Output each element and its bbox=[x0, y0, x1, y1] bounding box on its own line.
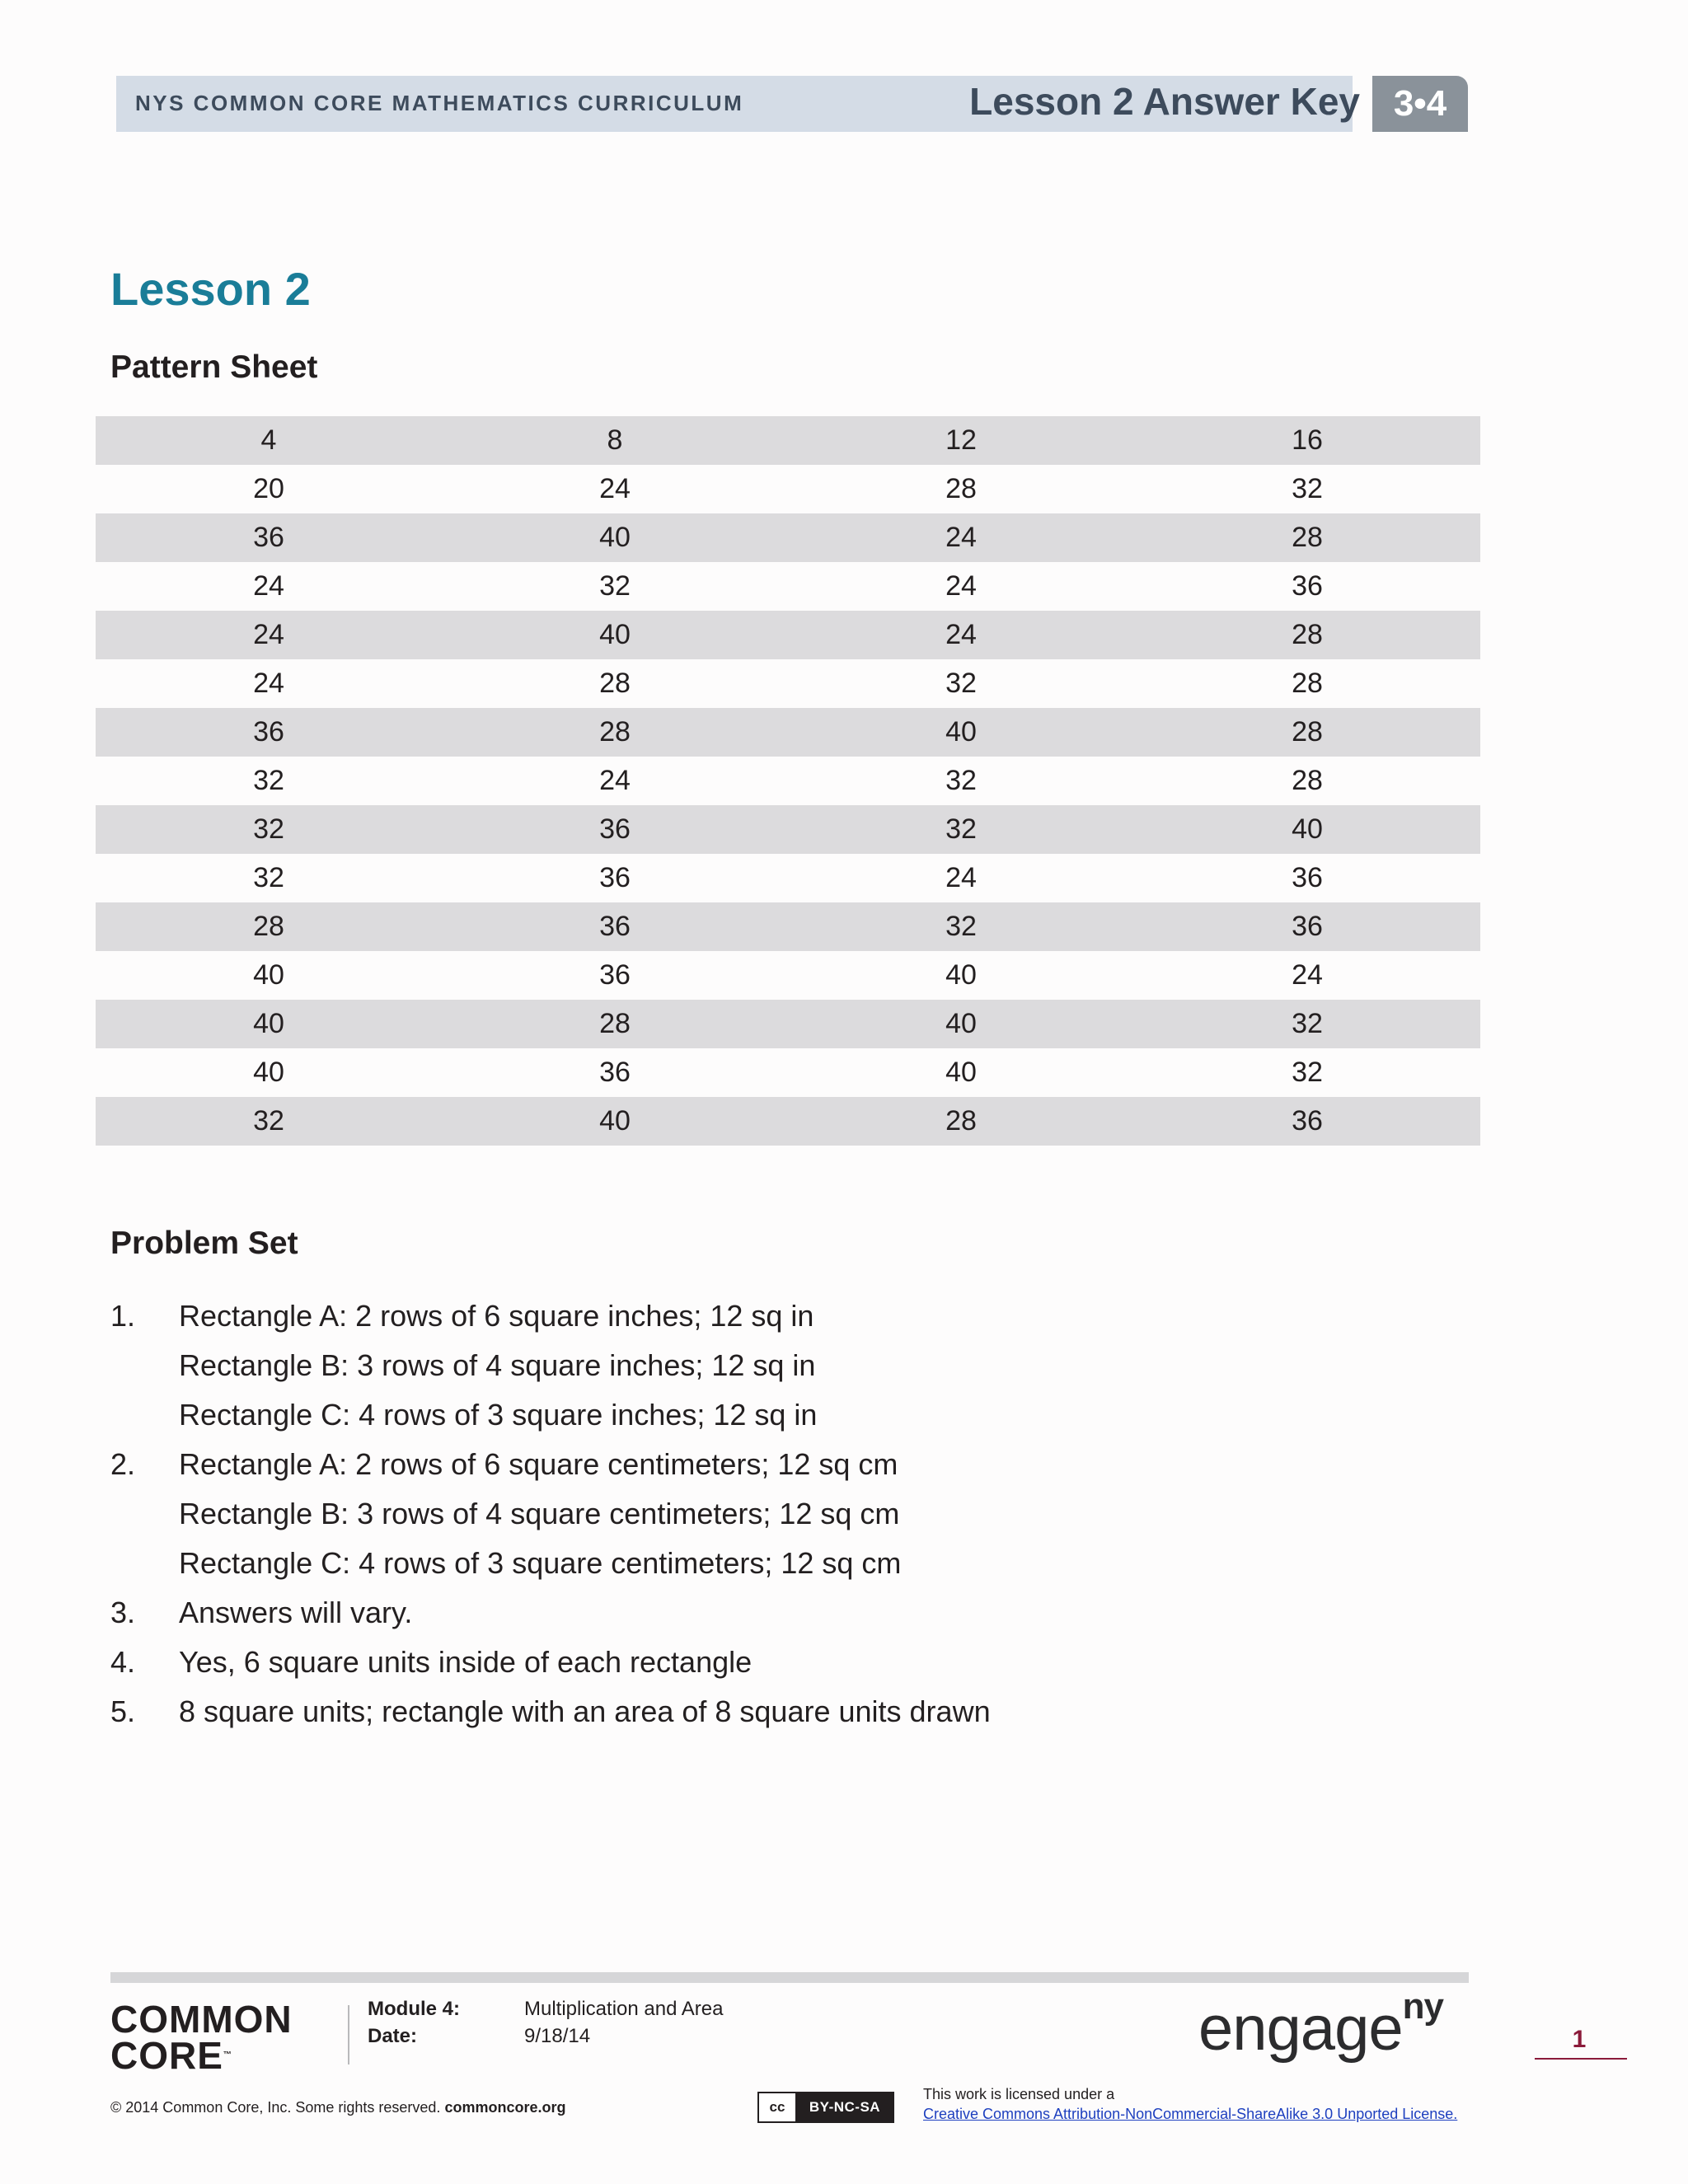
table-cell: 20 bbox=[253, 473, 284, 504]
list-item bbox=[110, 1440, 1429, 1489]
lesson-title: Lesson 2 bbox=[110, 263, 311, 315]
engage-ny-superscript: ny bbox=[1402, 1986, 1443, 2027]
problem-answer: Yes, 6 square units inside of each rectangle bbox=[179, 1645, 753, 1679]
table-cell: 28 bbox=[1292, 619, 1323, 650]
table-cell: 28 bbox=[1292, 765, 1323, 796]
table-cell: 32 bbox=[945, 668, 977, 699]
table-cell: 12 bbox=[945, 424, 977, 456]
table-cell: 32 bbox=[1292, 1008, 1323, 1039]
table-row bbox=[96, 708, 1480, 757]
table-row bbox=[96, 1097, 1480, 1146]
table-cell: 36 bbox=[599, 1057, 631, 1088]
table-cell: 8 bbox=[607, 424, 623, 456]
cc-icon: cc bbox=[759, 2093, 797, 2121]
table-cell: 36 bbox=[599, 959, 631, 991]
table-cell: 16 bbox=[1292, 424, 1323, 456]
table-cell: 28 bbox=[1292, 522, 1323, 553]
problem-answer: Rectangle A: 2 rows of 6 square inches; 12 sq in bbox=[179, 1299, 814, 1333]
table-cell: 4 bbox=[260, 424, 277, 456]
table-cell: 36 bbox=[1292, 570, 1323, 602]
table-cell: 32 bbox=[599, 570, 631, 602]
table-cell: 24 bbox=[1292, 959, 1323, 991]
cc-license-code: BY-NC-SA bbox=[797, 2093, 893, 2121]
table-cell: 40 bbox=[945, 959, 977, 991]
table-cell: 32 bbox=[1292, 473, 1323, 504]
curriculum-title: NYS COMMON CORE MATHEMATICS CURRICULUM bbox=[135, 91, 744, 115]
table-cell: 40 bbox=[945, 1057, 977, 1088]
list-item bbox=[110, 1588, 1429, 1638]
license-intro: This work is licensed under a bbox=[923, 2086, 1115, 2102]
copyright-site: commoncore.org bbox=[444, 2099, 566, 2116]
module-value: Multiplication and Area bbox=[524, 1998, 724, 2020]
grade-module-badge: 3•4 bbox=[1372, 76, 1468, 132]
table-row bbox=[96, 416, 1480, 465]
table-cell: 32 bbox=[253, 1105, 284, 1137]
table-row bbox=[96, 562, 1480, 611]
table-cell: 36 bbox=[1292, 1105, 1323, 1137]
table-row bbox=[96, 805, 1480, 854]
license-link[interactable]: Creative Commons Attribution-NonCommercial-ShareAlike 3.0 Unported License. bbox=[923, 2106, 1458, 2122]
problem-number: 3. bbox=[110, 1596, 136, 1629]
list-item bbox=[110, 1291, 1429, 1341]
table-cell: 40 bbox=[253, 1008, 284, 1039]
table-row bbox=[96, 951, 1480, 1000]
table-cell: 40 bbox=[599, 619, 631, 650]
table-row bbox=[96, 1000, 1480, 1048]
table-cell: 40 bbox=[945, 716, 977, 748]
common-core-logo bbox=[110, 1998, 293, 2077]
table-cell: 40 bbox=[253, 959, 284, 991]
copyright-notice bbox=[110, 2099, 565, 2116]
creative-commons-badge bbox=[757, 2092, 894, 2123]
table-cell: 32 bbox=[1292, 1057, 1323, 1088]
page-number: 1 bbox=[1572, 2026, 1587, 2053]
pattern-sheet-title: Pattern Sheet bbox=[110, 349, 318, 385]
table-cell: 36 bbox=[599, 911, 631, 942]
table-cell: 36 bbox=[599, 813, 631, 845]
table-cell: 28 bbox=[599, 1008, 631, 1039]
table-row bbox=[96, 854, 1480, 902]
table-cell: 24 bbox=[253, 570, 284, 602]
table-row bbox=[96, 611, 1480, 659]
table-cell: 28 bbox=[945, 473, 977, 504]
table-cell: 32 bbox=[945, 765, 977, 796]
table-cell: 24 bbox=[253, 668, 284, 699]
table-cell: 36 bbox=[253, 522, 284, 553]
page-number-rule bbox=[1535, 2058, 1627, 2060]
problem-set-list bbox=[110, 1291, 1429, 1736]
table-cell: 28 bbox=[1292, 716, 1323, 748]
table-row bbox=[96, 659, 1480, 708]
table-row bbox=[96, 902, 1480, 951]
list-item bbox=[110, 1341, 1429, 1390]
table-cell: 32 bbox=[253, 862, 284, 893]
table-row bbox=[96, 513, 1480, 562]
table-cell: 40 bbox=[253, 1057, 284, 1088]
problem-answer: Rectangle B: 3 rows of 4 square centimeters; 12 sq cm bbox=[179, 1497, 900, 1530]
problem-answer: Rectangle C: 4 rows of 3 square centimeters; 12 sq cm bbox=[179, 1546, 902, 1580]
problem-set-title: Problem Set bbox=[110, 1226, 298, 1261]
problem-answer: Rectangle B: 3 rows of 4 square inches; 12 sq in bbox=[179, 1348, 816, 1382]
table-row bbox=[96, 1048, 1480, 1097]
table-cell: 32 bbox=[253, 765, 284, 796]
date-label: Date: bbox=[368, 2025, 418, 2047]
table-cell: 24 bbox=[945, 619, 977, 650]
table-cell: 40 bbox=[945, 1008, 977, 1039]
table-cell: 28 bbox=[253, 911, 284, 942]
table-cell: 32 bbox=[253, 813, 284, 845]
table-cell: 28 bbox=[599, 716, 631, 748]
pattern-sheet-table bbox=[96, 416, 1480, 1146]
list-item bbox=[110, 1489, 1429, 1539]
table-cell: 36 bbox=[253, 716, 284, 748]
table-cell: 24 bbox=[945, 522, 977, 553]
problem-answer: Rectangle C: 4 rows of 3 square inches; 12 sq in bbox=[179, 1398, 818, 1432]
date-value: 9/18/14 bbox=[524, 2025, 591, 2047]
list-item bbox=[110, 1390, 1429, 1440]
table-cell: 28 bbox=[1292, 668, 1323, 699]
table-cell: 28 bbox=[599, 668, 631, 699]
problem-answer: 8 square units; rectangle with an area of 8 square units drawn bbox=[179, 1694, 991, 1728]
table-cell: 24 bbox=[599, 473, 631, 504]
list-item bbox=[110, 1539, 1429, 1588]
table-cell: 24 bbox=[253, 619, 284, 650]
table-cell: 32 bbox=[945, 911, 977, 942]
list-item bbox=[110, 1638, 1429, 1687]
table-cell: 40 bbox=[599, 1105, 631, 1137]
list-item bbox=[110, 1687, 1429, 1736]
table-row bbox=[96, 465, 1480, 513]
table-cell: 28 bbox=[945, 1105, 977, 1137]
problem-number: 5. bbox=[110, 1694, 136, 1728]
footer-divider-bar bbox=[110, 1972, 1469, 1983]
problem-number: 1. bbox=[110, 1299, 136, 1333]
logo-trademark: ™ bbox=[223, 2050, 232, 2060]
table-cell: 24 bbox=[945, 570, 977, 602]
lesson-answer-key-title: Lesson 2 Answer Key bbox=[969, 80, 1360, 123]
module-label: Module 4: bbox=[368, 1998, 460, 2020]
table-cell: 24 bbox=[945, 862, 977, 893]
table-row bbox=[96, 757, 1480, 805]
copyright-text: © 2014 Common Core, Inc. Some rights reserved. bbox=[110, 2099, 441, 2116]
table-cell: 36 bbox=[1292, 862, 1323, 893]
problem-answer: Rectangle A: 2 rows of 6 square centimeters; 12 sq cm bbox=[179, 1447, 898, 1481]
table-cell: 40 bbox=[1292, 813, 1323, 845]
logo-line-common: COMMON bbox=[110, 1998, 293, 2041]
problem-number: 4. bbox=[110, 1645, 136, 1679]
table-cell: 36 bbox=[1292, 911, 1323, 942]
engageny-logo bbox=[1198, 1986, 1443, 2064]
table-cell: 36 bbox=[599, 862, 631, 893]
logo-line-core: CORE bbox=[110, 2034, 223, 2077]
footer-vertical-divider bbox=[348, 2005, 349, 2064]
table-cell: 40 bbox=[599, 522, 631, 553]
table-cell: 32 bbox=[945, 813, 977, 845]
table-cell: 24 bbox=[599, 765, 631, 796]
problem-answer: Answers will vary. bbox=[179, 1596, 413, 1629]
engage-word: engage bbox=[1198, 1994, 1403, 2064]
problem-number: 2. bbox=[110, 1447, 136, 1481]
